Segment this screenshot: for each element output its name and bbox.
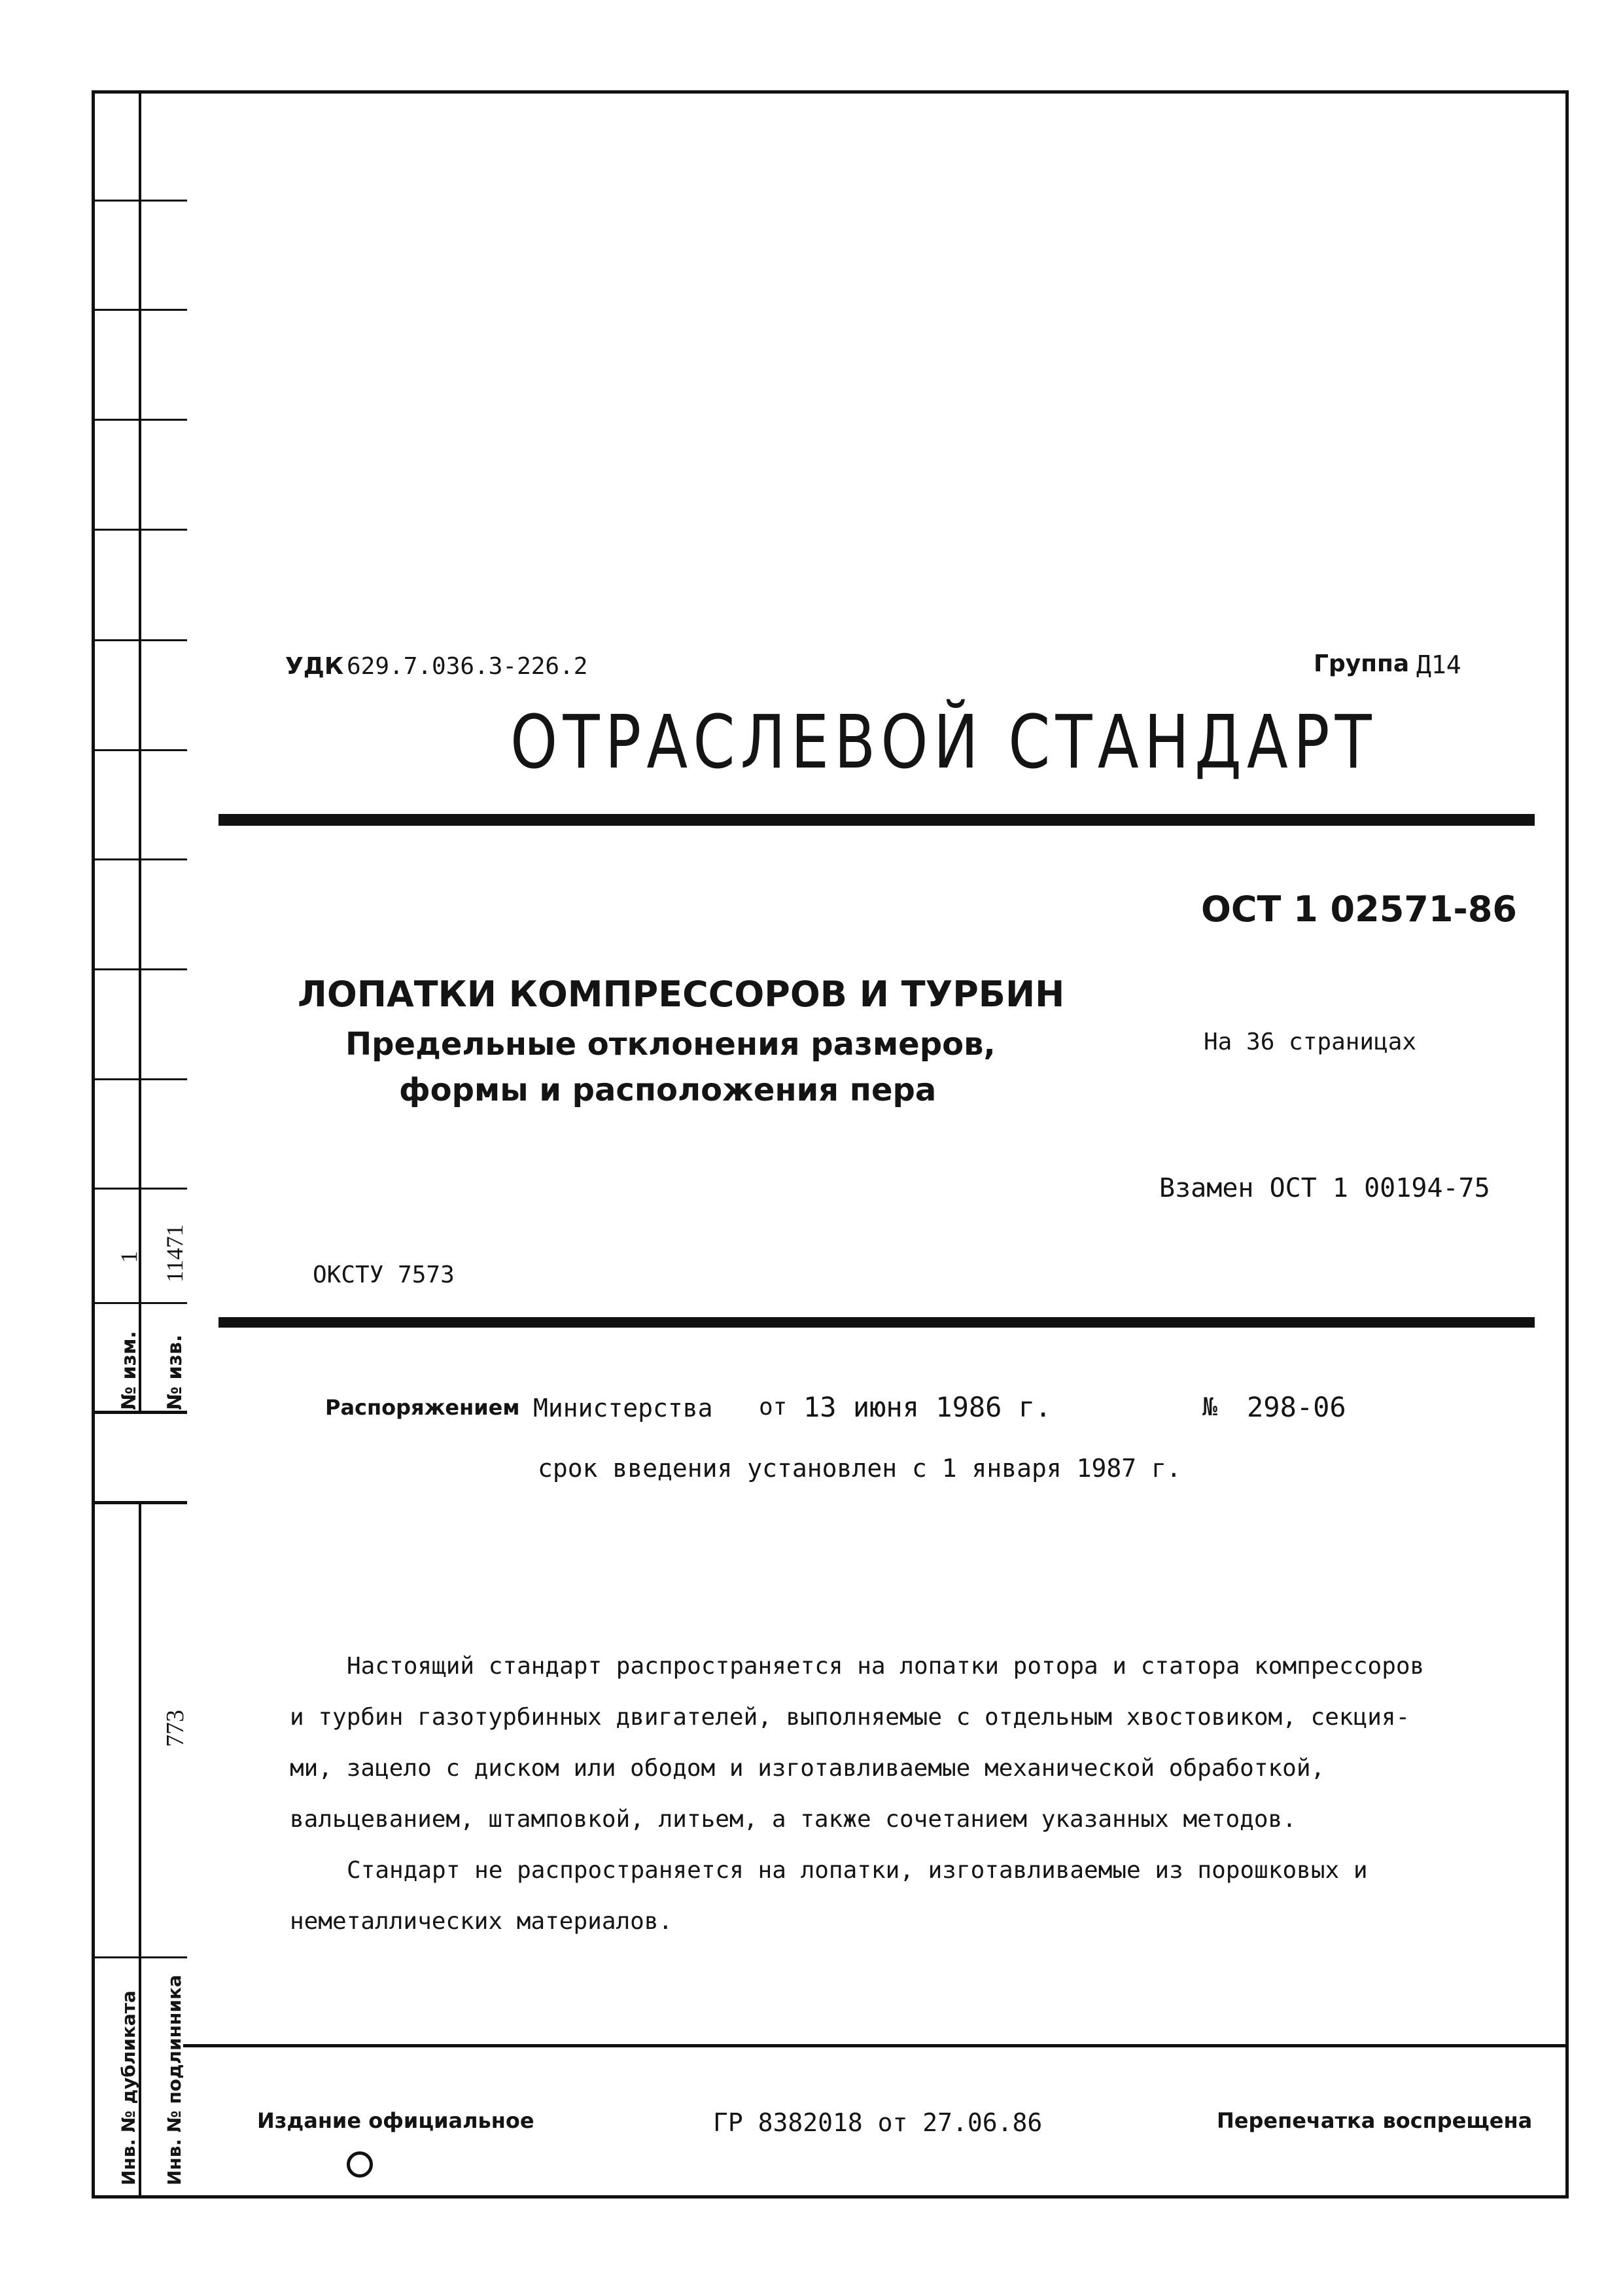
- inventory-original-value: 773: [162, 1710, 189, 1747]
- body-line: Настоящий стандарт распространяется на лопатки ротора и статора компрессоров: [347, 1653, 1425, 1680]
- standard-subtitle-line1: Предельные отклонения размеров,: [345, 1026, 996, 1063]
- change-number-value: 1: [116, 1251, 142, 1263]
- group-value: Д14: [1416, 650, 1461, 679]
- standard-designation: ОСТ 1 02571-86: [1201, 889, 1517, 930]
- standard-subtitle-line2: формы и расположения пера: [399, 1072, 937, 1108]
- group-label: Группа: [1314, 650, 1410, 677]
- standard-title: ЛОПАТКИ КОМПРЕССОРОВ И ТУРБИН: [298, 974, 1065, 1015]
- effective-date: срок введения установлен с 1 января 1987 г.: [538, 1454, 1181, 1483]
- registration-number: ГР 8382018 от 27.06.86: [713, 2108, 1043, 2137]
- order-number-label: №: [1202, 1392, 1217, 1421]
- header-rule: [218, 814, 1535, 826]
- notice-number-label: № изв.: [164, 1334, 186, 1410]
- body-line: и турбин газотурбинных двигателей, выполняемые с отдельным хвостовиком, секция-: [290, 1704, 1410, 1731]
- order-authority: Министерства: [533, 1394, 713, 1422]
- info-rule: [218, 1317, 1535, 1328]
- edition-label: Издание официальное: [257, 2108, 534, 2133]
- circle-mark-icon: [347, 2151, 373, 2178]
- notice-number-value: 11471: [162, 1224, 188, 1282]
- page-count: На 36 страницах: [1204, 1029, 1417, 1055]
- main-title: ОТРАСЛЕВОЙ СТАНДАРТ: [510, 700, 1377, 785]
- order-number: 298-06: [1247, 1391, 1346, 1423]
- okstu-code: ОКСТУ 7573: [313, 1262, 455, 1288]
- inventory-duplicate-label: Инв. № дубликата: [118, 1990, 139, 2185]
- udk-label: УДК: [285, 653, 344, 680]
- order-label: Распоряжением: [325, 1395, 520, 1420]
- body-line: ми, зацело с диском или ободом и изготавливаемые механической обработкой,: [290, 1755, 1325, 1782]
- order-date: 13 июня 1986 г.: [803, 1391, 1052, 1423]
- order-from: от: [759, 1394, 788, 1421]
- change-number-label: № изм.: [118, 1331, 141, 1410]
- inventory-original-label: Инв. № подлинника: [164, 1975, 185, 2185]
- replaces-standard: Взамен ОСТ 1 00194-75: [1159, 1173, 1490, 1203]
- footer-divider: [183, 2044, 1569, 2047]
- reprint-notice: Перепечатка воспрещена: [1217, 2108, 1533, 2133]
- body-line: Стандарт не распространяется на лопатки, изготавливаемые из порошковых и: [347, 1857, 1368, 1884]
- body-line: неметаллических материалов.: [290, 1908, 673, 1935]
- body-line: вальцеванием, штамповкой, литьем, а также сочетанием указанных методов.: [290, 1806, 1297, 1833]
- udk-number: 629.7.036.3-226.2: [347, 653, 588, 680]
